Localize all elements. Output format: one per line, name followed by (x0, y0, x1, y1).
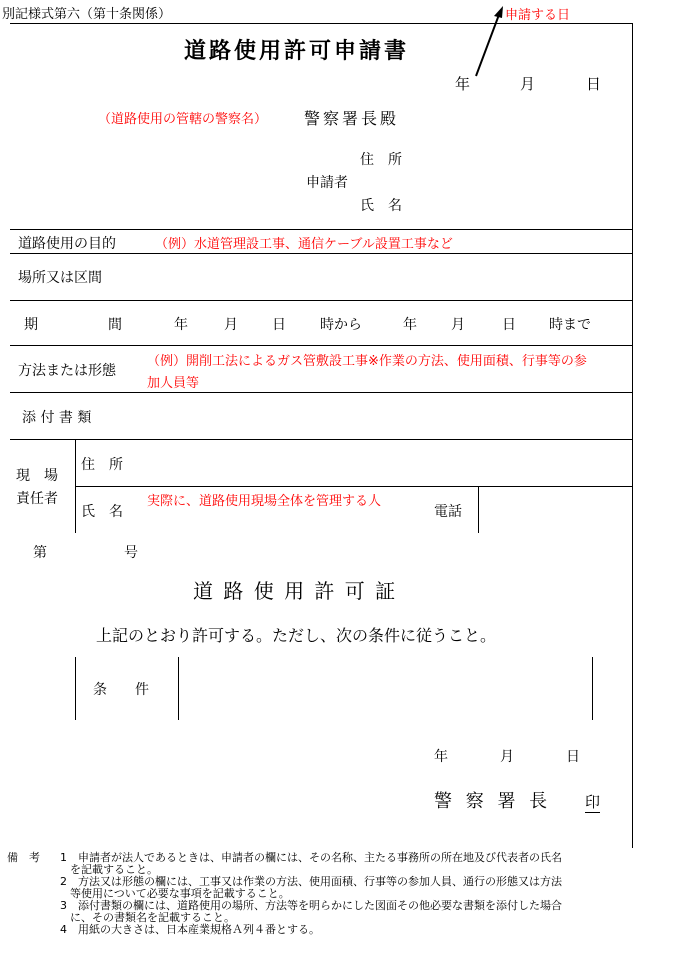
attachments-label: 添 付 書 類 (22, 410, 92, 426)
rule (10, 253, 632, 254)
note-number: 4 (60, 923, 67, 936)
note-item (60, 924, 562, 936)
rule (10, 23, 632, 24)
place-label: 場所又は区間 (18, 270, 102, 286)
rule (478, 486, 479, 533)
date-month: 月 (520, 75, 536, 93)
permit-number-prefix: 第 (33, 545, 47, 561)
purpose-label: 道路使用の目的 (18, 236, 116, 252)
notes-label: 備 考 (7, 851, 40, 864)
note-text: 用紙の大きさは、日本産業規格Ａ列４番とする。 (78, 923, 320, 936)
rule (178, 657, 179, 720)
from-month: 月 (224, 317, 238, 333)
police-hint: （道路使用の管轄の警察名） (98, 112, 268, 127)
method-label: 方法または形態 (18, 363, 116, 379)
note-text: を記載すること。 (70, 863, 158, 876)
notes-list (60, 852, 562, 936)
rule (10, 300, 632, 301)
date-day: 日 (586, 75, 602, 93)
note-number: 2 (60, 875, 67, 888)
site-manager-label: 責任者 (16, 491, 58, 507)
permit-date-day: 日 (566, 749, 580, 765)
period-label: 期 (24, 317, 38, 333)
conditions-label: 条 件 (93, 682, 149, 698)
date-year: 年 (455, 75, 471, 93)
to-day: 日 (502, 317, 516, 333)
rule (10, 439, 632, 440)
site-manager-hint: 実際に、道路使用現場全体を管理する人 (147, 494, 382, 509)
form-reference: 別記様式第六（第十条関係） (2, 7, 172, 22)
rule (75, 439, 76, 533)
note-text: に、その書類名を記載すること。 (70, 911, 235, 924)
note-number: 1 (60, 851, 67, 864)
permit-title: 道 路 使 用 許 可 証 (193, 579, 398, 603)
to-month: 月 (451, 317, 465, 333)
purpose-hint: （例）水道管理設工事、通信ケーブル設置工事など (155, 237, 453, 252)
note-text: 等使用について必要な事項を記載すること。 (70, 887, 290, 900)
rule (75, 486, 632, 487)
note-text: 添付書類の欄には、道路使用の場所、方法等を明らかにした図面その他必要な書類を添付した場合 (78, 899, 562, 912)
date-annotation: 申請する日 (505, 8, 571, 23)
permit-issuer: 警 察 署 長 (434, 791, 552, 812)
permit-statement: 上記のとおり許可する。ただし、次の条件に従うこと。 (96, 626, 497, 645)
to-hour: 時まで (549, 317, 591, 333)
rule (75, 657, 76, 720)
period-label: 間 (108, 317, 122, 333)
note-text: 方法又は形態の欄には、工事又は作業の方法、使用面積、行事等の参加人員、通行の形態又は方法 (78, 875, 562, 888)
rule (10, 229, 632, 230)
to-year: 年 (403, 317, 417, 333)
site-manager-label: 現 場 (16, 468, 58, 484)
applicant-address-label: 住 所 (360, 152, 402, 168)
form-title: 道路使用許可申請書 (184, 39, 410, 64)
from-year: 年 (174, 317, 188, 333)
rule (632, 23, 633, 848)
permit-number-suffix: 号 (124, 545, 138, 561)
method-hint: （例）開削工法によるガス管敷設工事※作業の方法、使用面積、行事等の参 (147, 354, 587, 369)
note-number: 3 (60, 899, 67, 912)
from-day: 日 (272, 317, 286, 333)
permit-date-year: 年 (434, 749, 448, 765)
method-hint: 加人員等 (147, 376, 200, 391)
rule (10, 345, 632, 346)
police-chief: 警察署長殿 (304, 109, 400, 128)
phone-label: 電話 (434, 504, 462, 520)
applicant-label: 申請者 (306, 175, 348, 191)
rule (592, 657, 593, 720)
note-text: 申請者が法人であるときは、申請者の欄には、その名称、主たる事務所の所在地及び代表者の氏名 (78, 851, 562, 864)
site-address-label: 住 所 (81, 457, 123, 473)
from-hour: 時から (320, 317, 362, 333)
applicant-name-label: 氏 名 (360, 198, 402, 214)
seal-mark: 印 (585, 793, 601, 811)
site-name-label: 氏 名 (81, 504, 123, 520)
permit-date-month: 月 (500, 749, 514, 765)
rule (10, 392, 632, 393)
arrow-icon (470, 6, 510, 82)
